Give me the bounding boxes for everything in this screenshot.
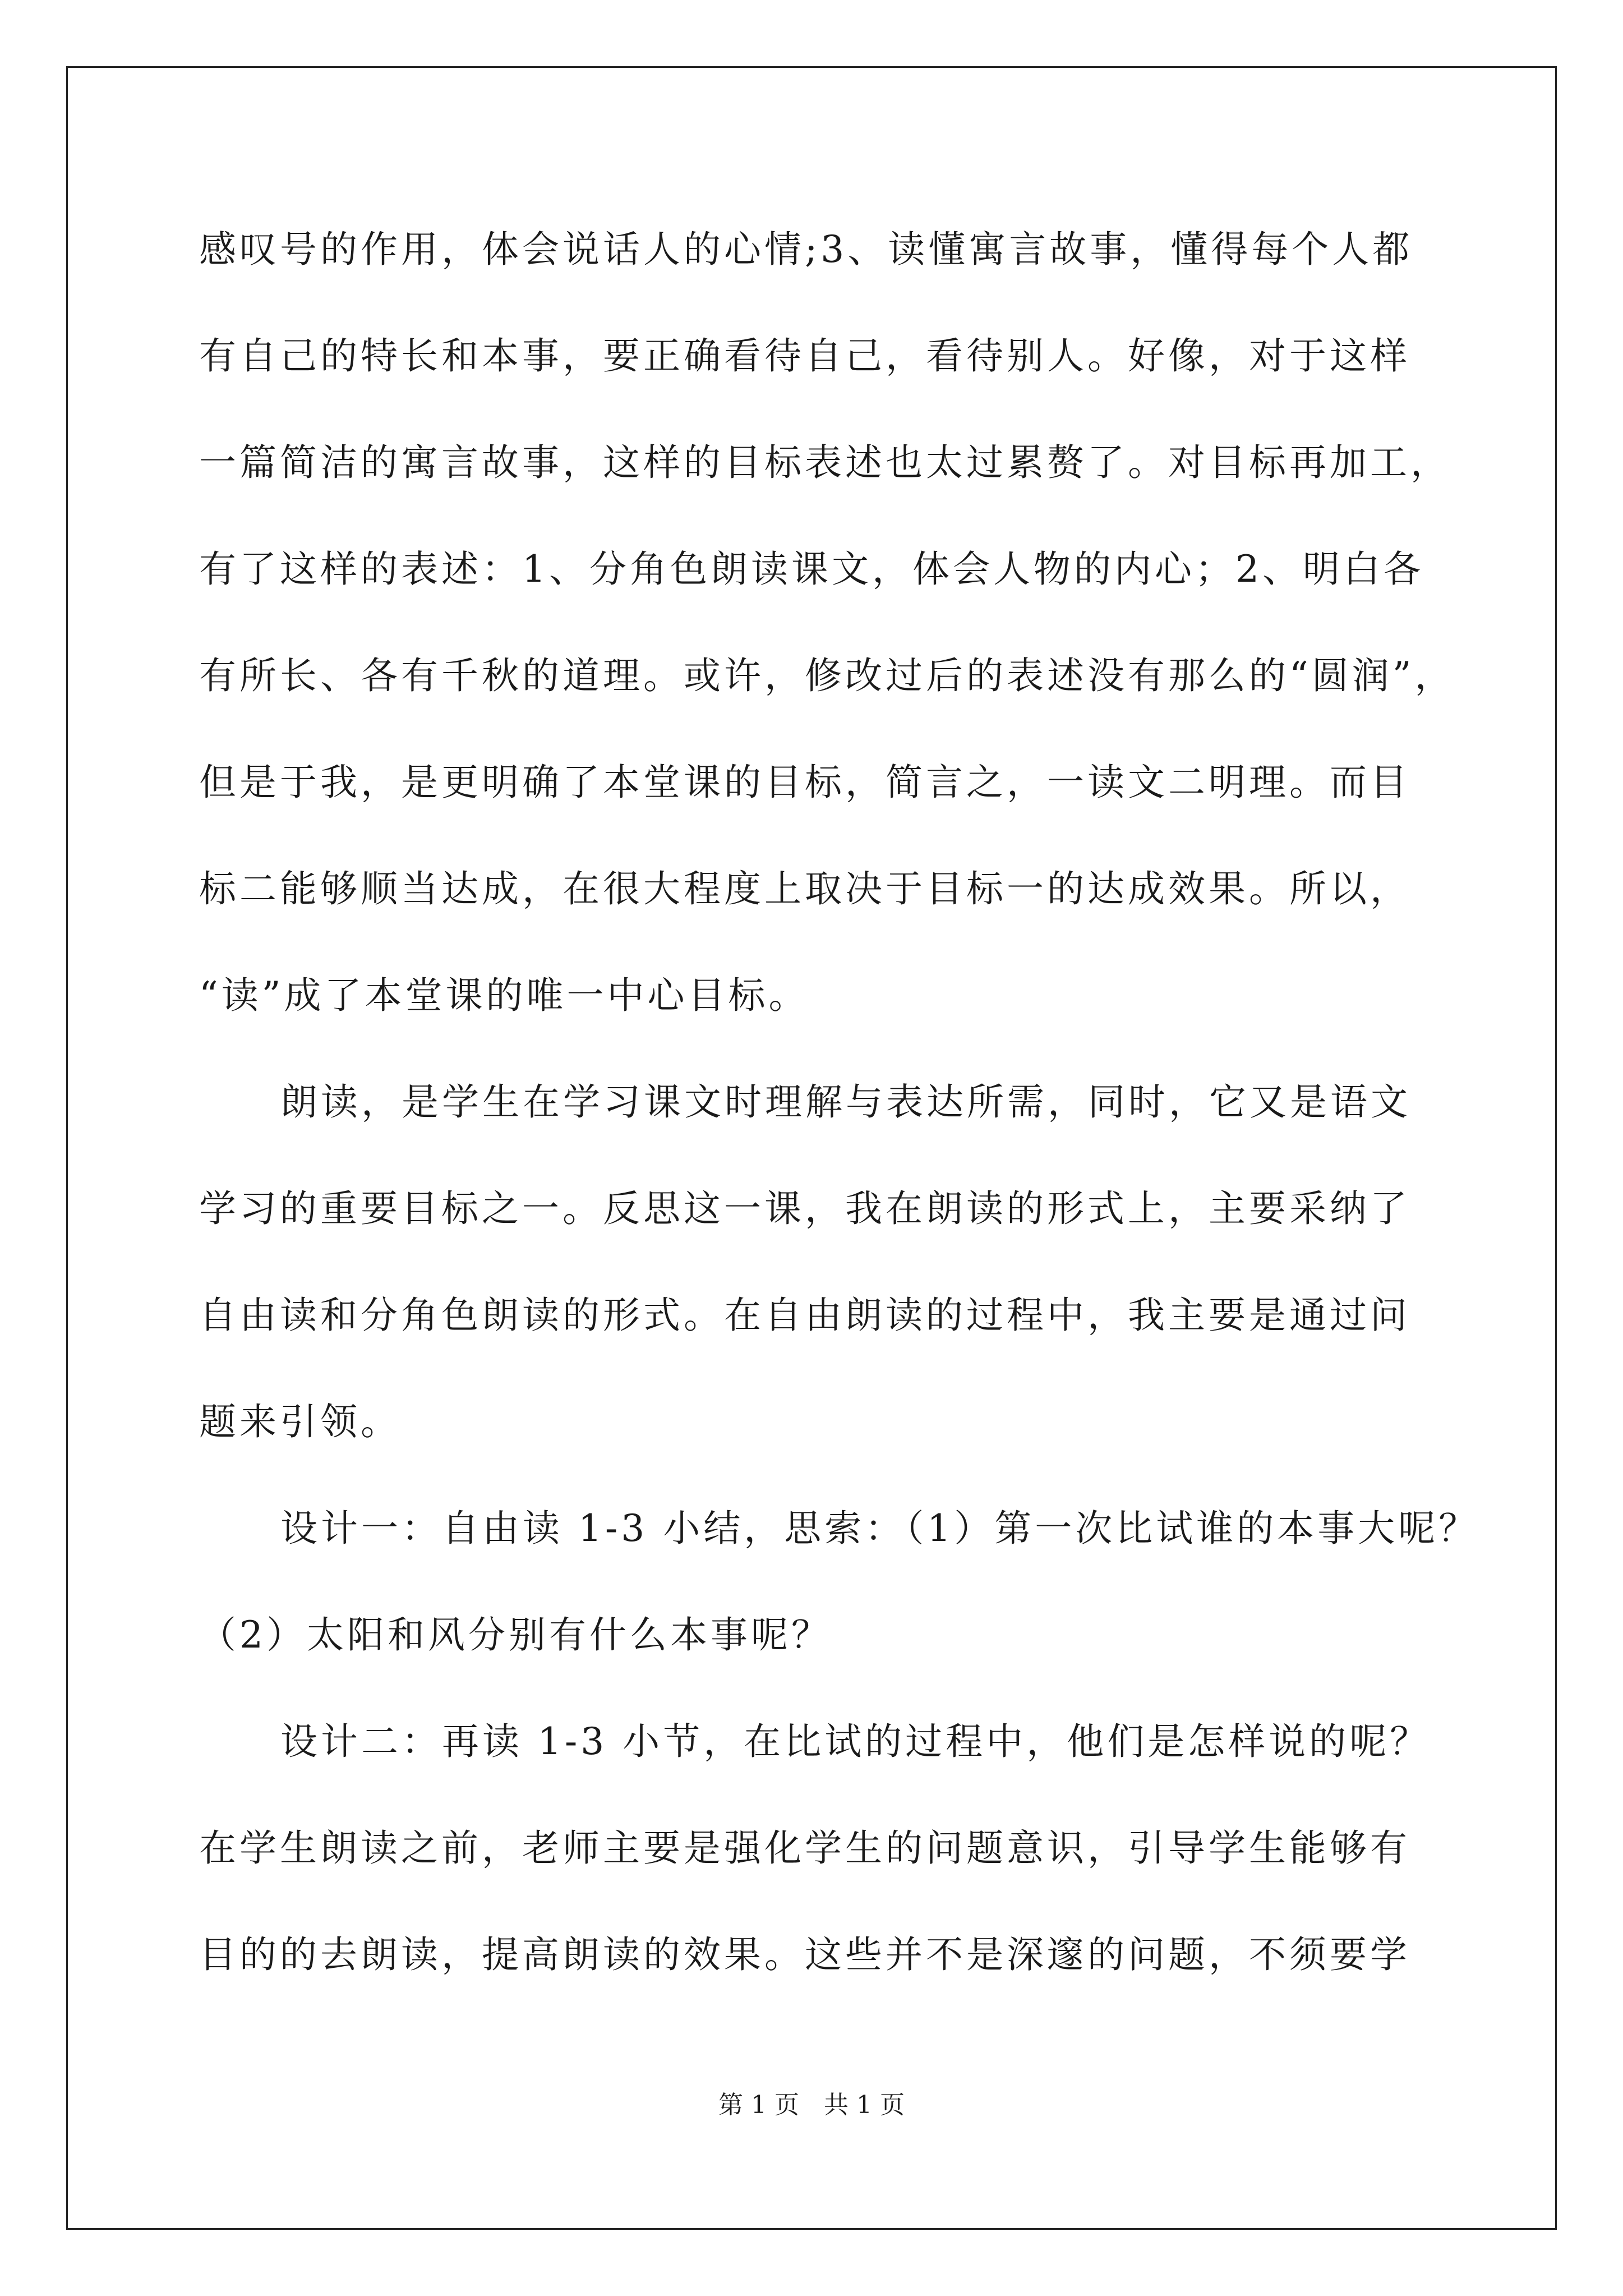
paragraph-start-line-15: 设计二：再读 1-3 小节，在比试的过程中，他们是怎样说的呢？ — [280, 1720, 1431, 1763]
paragraph-start-line-9: 朗读，是学生在学习课文时理解与表达所需，同时，它又是语文 — [280, 1080, 1411, 1124]
paragraph-start-line-13: 设计一：自由读 1-3 小结，思索：（1）第一次比试谁的本事大呢？ — [280, 1507, 1479, 1550]
text-line-17: 目的的去朗读，提高朗读的效果。这些并不是深邃的问题，不须要学 — [199, 1933, 1410, 1976]
text-line-6: 但是于我，是更明确了本堂课的目标，简言之，一读文二明理。而目 — [199, 761, 1410, 804]
page-number-footer: 第 1 页 共 1 页 — [718, 2091, 905, 2119]
text-line-12: 题来引领。 — [199, 1400, 401, 1443]
text-line-2: 有自己的特长和本事，要正确看待自己，看待别人。好像，对于这样 — [199, 334, 1410, 378]
text-line-8: “读”成了本堂课的唯一中心目标。 — [199, 974, 809, 1017]
text-line-10: 学习的重要目标之一。反思这一课，我在朗读的形式上，主要采纳了 — [199, 1187, 1410, 1230]
text-line-11: 自由读和分角色朗读的形式。在自由朗读的过程中，我主要是通过问 — [199, 1294, 1410, 1337]
text-line-3: 一篇简洁的寓言故事，这样的目标表述也太过累赘了。对目标再加工， — [199, 441, 1451, 484]
text-line-5: 有所长、各有千秋的道理。或许，修改过后的表述没有那么的“圆润”， — [199, 654, 1455, 697]
text-line-7: 标二能够顺当达成，在很大程度上取决于目标一的达成效果。所以， — [199, 867, 1410, 910]
text-line-4: 有了这样的表述：1、分角色朗读课文，体会人物的内心；2、明白各 — [199, 547, 1424, 591]
text-line-14: （2）太阳和风分别有什么本事呢？ — [199, 1613, 832, 1657]
text-line-1: 感叹号的作用，体会说话人的心情;3、读懂寓言故事，懂得每个人都 — [199, 228, 1413, 271]
text-line-16: 在学生朗读之前，老师主要是强化学生的问题意识，引导学生能够有 — [199, 1826, 1410, 1870]
page-border — [66, 66, 1557, 2230]
